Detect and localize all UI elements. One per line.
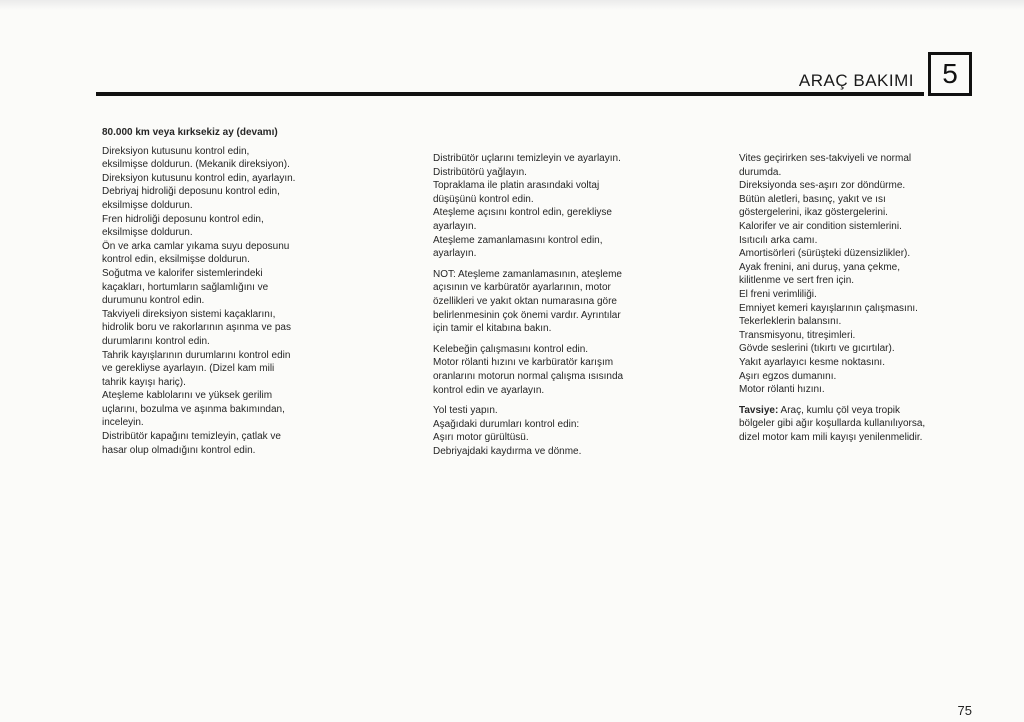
- text-line: eksilmişse doldurun. (Mekanik direksiyon).: [102, 159, 290, 171]
- text-line: Debriyajdaki kaydırma ve dönme.: [433, 445, 582, 457]
- text-line: tahrik kayışı hariç).: [102, 376, 186, 388]
- text-line: Tahrik kayışlarının durumlarını kontrol edin: [102, 349, 291, 361]
- text-line: Motor rölanti hızını.: [739, 384, 825, 396]
- text-line: Distribütör uçlarını temizleyin ve ayarlayın.: [433, 153, 621, 164]
- text-line: Takviyeli direksiyon sistemi kaçaklarını,: [102, 308, 276, 320]
- text-line: oranlarını motorun normal çalışma ısısında: [433, 370, 624, 382]
- text-line: durumlarını kontrol edin.: [102, 335, 210, 347]
- chapter-title: ARAÇ BAKIMI: [798, 71, 914, 90]
- note-line: açısının ve karbüratör ayarlarının, motor: [433, 282, 611, 294]
- text-line: Soğutma ve kalorifer sistemlerindeki: [102, 267, 263, 279]
- note-line: için tamir el kitabına bakın.: [433, 323, 552, 335]
- chapter-header: [96, 52, 972, 98]
- text-line: kontrol edin ve ayarlayın.: [433, 384, 545, 396]
- text-line: uçlarını, bozulma ve aşınma bakımından,: [102, 403, 285, 415]
- section-title: 80.000 km veya kırksekiz ay (devamı): [102, 127, 278, 138]
- text-line: Fren hidroliği deposunu kontrol edin,: [102, 213, 264, 225]
- text-line: Yakıt ayarlayıcı kesme noktasını.: [739, 356, 885, 368]
- text-line: eksilmişse doldurun.: [102, 199, 193, 211]
- text-line: Aşırı egzos dumanını.: [739, 370, 837, 382]
- column-2: [433, 152, 673, 458]
- page-number: 75: [957, 703, 972, 718]
- text-line: El freni verimliliği.: [739, 288, 817, 300]
- text-line: Kalorifer ve air condition sistemlerini.: [739, 220, 902, 232]
- text-line: Direksiyon kutusunu kontrol edin,: [102, 145, 250, 157]
- text-line: Yol testi yapın.: [433, 405, 498, 417]
- text-line: Tekerleklerin balansını.: [739, 316, 842, 328]
- text-line: Isıtıcılı arka camı.: [739, 234, 818, 246]
- column-3: [739, 152, 984, 444]
- text-line: Motor rölanti hızını ve karbüratör karışım: [433, 357, 614, 369]
- tip-line: [739, 404, 984, 418]
- text-line: ve gerekliyse ayarlayın. (Dizel kam mili: [102, 363, 275, 375]
- text-line: kontrol edin, eksilmişse doldurun.: [102, 254, 250, 266]
- text-line: Bütün aletleri, basınç, yakıt ve ısı: [739, 193, 886, 205]
- text-line: Distribütörü yağlayın.: [433, 166, 527, 178]
- text-line: Kelebeğin çalışmasını kontrol edin.: [433, 343, 589, 355]
- note-line: belirlenmesinin çok önemi vardır. Ayrıntılar: [433, 309, 621, 321]
- text-line: ayarlayın.: [433, 248, 477, 260]
- text-line: Ateşleme zamanlamasını kontrol edin,: [433, 234, 603, 246]
- text-line: Ateşleme açısını kontrol edin, gerekliyse: [433, 207, 612, 219]
- text-line: Vites geçirirken ses-takviyeli ve normal: [739, 153, 912, 164]
- text-line: Amortisörleri (sürüşteki düzensizlikler).: [739, 248, 911, 260]
- text-line: kaçakları, hortumların sağlamlığını ve: [102, 281, 269, 293]
- column-1: [102, 126, 352, 457]
- tip-line: bölgeler gibi ağır koşullarda kullanılıyorsa,: [739, 418, 926, 430]
- chapter-number-box: 5: [928, 52, 972, 96]
- text-line: Emniyet kemeri kayışlarının çalışmasını.: [739, 302, 918, 314]
- text-line: eksilmişse doldurun.: [102, 227, 193, 239]
- text-line: Direksiyonda ses-aşırı zor döndürme.: [739, 180, 906, 192]
- tip-text: Araç, kumlu çöl veya tropik: [778, 404, 901, 416]
- text-line: Aşırı motor gürültüsü.: [433, 432, 529, 444]
- text-line: hidrolik boru ve rakorlarının aşınma ve pas: [102, 322, 291, 334]
- text-line: Debriyaj hidroliği deposunu kontrol edin,: [102, 186, 280, 198]
- text-line: göstergelerini, ikaz göstergelerini.: [739, 207, 888, 219]
- note-line: özellikleri ve yakıt oktan numarasına göre: [433, 295, 617, 307]
- header-rule: [96, 92, 924, 96]
- text-line: Gövde seslerini (tıkırtı ve gıcırtılar).: [739, 343, 895, 355]
- page-top-edge: [0, 0, 1024, 10]
- text-line: durumunu kontrol edin.: [102, 295, 205, 307]
- text-line: kilitlenme ve sert fren için.: [739, 275, 855, 287]
- text-line: ayarlayın.: [433, 220, 477, 232]
- text-line: Direksiyon kutusunu kontrol edin, ayarlayın.: [102, 172, 296, 184]
- text-line: inceleyin.: [102, 417, 144, 429]
- text-line: düşüşünü kontrol edin.: [433, 193, 534, 205]
- text-line: Aşağıdaki durumları kontrol edin:: [433, 418, 580, 430]
- tip-label: Tavsiye:: [739, 404, 779, 416]
- text-line: Distribütör kapağını temizleyin, çatlak ve: [102, 431, 281, 443]
- tip-line: dizel motor kam mili kayışı yenilenmelidir.: [739, 431, 923, 443]
- text-line: Topraklama ile platin arasındaki voltaj: [433, 180, 600, 192]
- text-line: Ayak frenini, ani duruş, yana çekme,: [739, 261, 901, 273]
- text-line: durumda.: [739, 166, 782, 178]
- note-line: NOT: Ateşleme zamanlamasının, ateşleme: [433, 268, 622, 280]
- text-line: Ateşleme kablolarını ve yüksek gerilim: [102, 390, 273, 402]
- text-line: Transmisyonu, titreşimleri.: [739, 329, 856, 341]
- text-line: Ön ve arka camlar yıkama suyu deposunu: [102, 240, 290, 252]
- text-line: hasar olup olmadığını kontrol edin.: [102, 444, 256, 456]
